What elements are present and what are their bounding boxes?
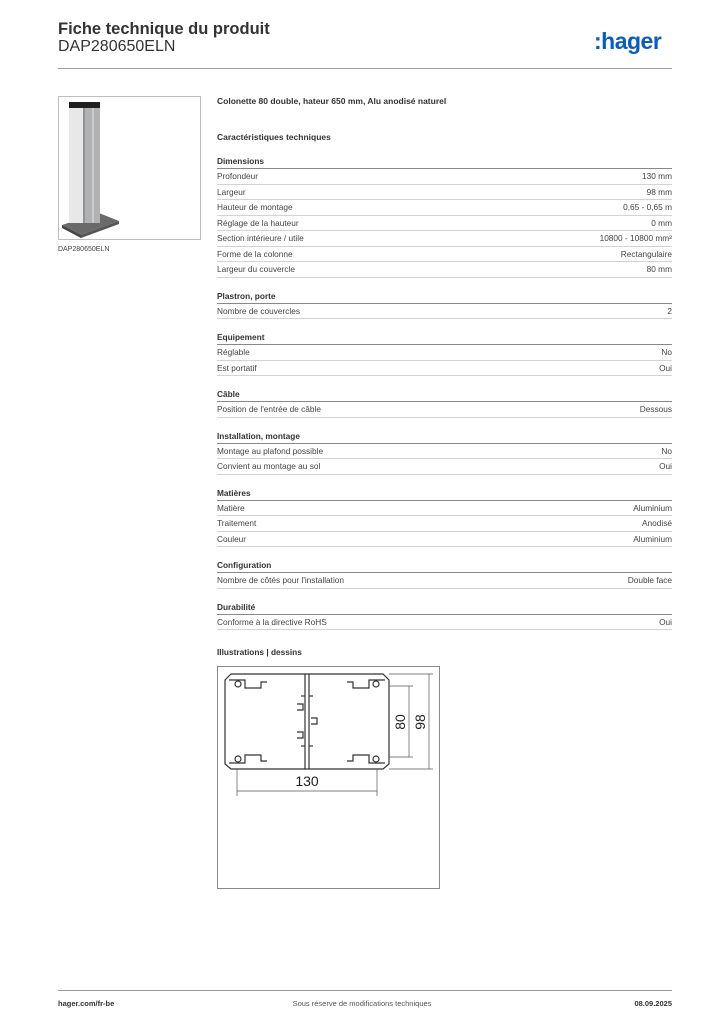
spec-label: Profondeur [217,171,259,181]
spec-value: Oui [659,362,672,373]
spec-value: No [661,347,672,357]
spec-value: 130 mm [642,171,672,181]
footer-website-link[interactable]: hager.com/fr-be [58,999,115,1008]
spec-row [217,185,672,201]
spec-section-title: Plastron, porte [217,290,672,304]
spec-row [217,231,672,247]
spec-section-title: Câble [217,388,672,402]
spec-value: 10800 - 10800 mm² [599,233,672,243]
spec-row [217,361,672,377]
spec-label: Matière [217,502,245,513]
spec-value: Aluminium [633,533,672,544]
spec-label: Réglage de la hauteur [217,217,299,228]
spec-section [217,155,672,278]
spec-section [217,388,672,418]
spec-value: 0,65 - 0,65 m [623,202,672,212]
spec-row [217,615,672,631]
spec-value: 80 mm [646,264,672,274]
spec-row [217,247,672,263]
spec-label: Réglable [217,347,250,357]
spec-row [217,516,672,532]
spec-value: Oui [659,461,672,471]
column-photo-icon [59,97,200,239]
spec-label: Convient au montage au sol [217,461,321,471]
spec-section [217,601,672,631]
spec-value: Anodisé [642,518,672,528]
spec-row [217,444,672,460]
dimension-inner-label: 80 [392,714,408,730]
spec-label: Nombre de côtés pour l'installation [217,575,345,585]
spec-section [217,331,672,376]
spec-section-title: Configuration [217,559,672,573]
footer-notice: Sous réserve de modifications techniques [292,999,432,1008]
spec-row [217,304,672,320]
spec-section [217,430,672,475]
spec-section-title: Installation, montage [217,430,672,444]
spec-label: Hauteur de montage [217,202,293,212]
page-title: Fiche technique du produit [58,20,270,38]
spec-section-title: Dimensions [217,155,672,169]
spec-label: Traitement [217,518,257,528]
spec-label: Forme de la colonne [217,248,293,259]
spec-label: Largeur [217,186,246,197]
dimension-outer-label: 98 [412,714,428,730]
drawing-frame [218,667,440,889]
spec-row [217,532,672,548]
spec-label: Largeur du couvercle [217,264,295,274]
spec-label: Couleur [217,533,247,544]
spec-row [217,402,672,418]
dimension-depth-label: 130 [295,773,319,789]
spec-section [217,290,672,320]
spec-row [217,216,672,232]
product-description: Colonette 80 double, hateur 650 mm, Alu anodisé naturel [217,96,447,106]
spec-value: 0 mm [651,217,672,228]
spec-row [217,501,672,517]
hager-logo: :hager [594,28,662,54]
spec-value: 2 [667,305,672,316]
spec-row [217,345,672,361]
spec-value: Oui [659,616,672,627]
spec-row [217,200,672,216]
dimension-drawing [217,666,441,890]
spec-label: Montage au plafond possible [217,445,324,456]
header-divider [58,68,672,69]
spec-section [217,559,672,589]
characteristics-heading: Caractéristiques techniques [217,132,331,142]
spec-value: Dessous [639,404,672,414]
spec-value: Rectangulaire [620,248,672,259]
spec-label: Est portatif [217,362,257,373]
product-reference: DAP280650ELN [58,38,176,55]
illustrations-heading: Illustrations | dessins [217,647,302,657]
spec-row [217,169,672,185]
spec-section-title: Durabilité [217,601,672,615]
spec-value: No [661,445,672,456]
spec-value: Double face [627,575,672,585]
main-content [217,94,672,890]
spec-row [217,262,672,278]
spec-label: Conforme à la directive RoHS [217,616,327,627]
spec-value: Aluminium [633,502,672,513]
spec-section [217,487,672,548]
spec-label: Nombre de couvercles [217,305,301,316]
characteristics-sections [217,155,672,630]
image-caption: DAP280650ELN [58,246,110,253]
spec-section-title: Matières [217,487,672,501]
product-image [58,96,201,240]
spec-label: Section intérieure / utile [217,233,304,243]
spec-row [217,573,672,589]
footer-date: 08.09.2025 [634,999,672,1008]
spec-label: Position de l'entrée de câble [217,404,321,414]
spec-value: 98 mm [646,186,672,197]
spec-row [217,459,672,475]
footer-divider [58,990,672,991]
spec-section-title: Equipement [217,331,672,345]
